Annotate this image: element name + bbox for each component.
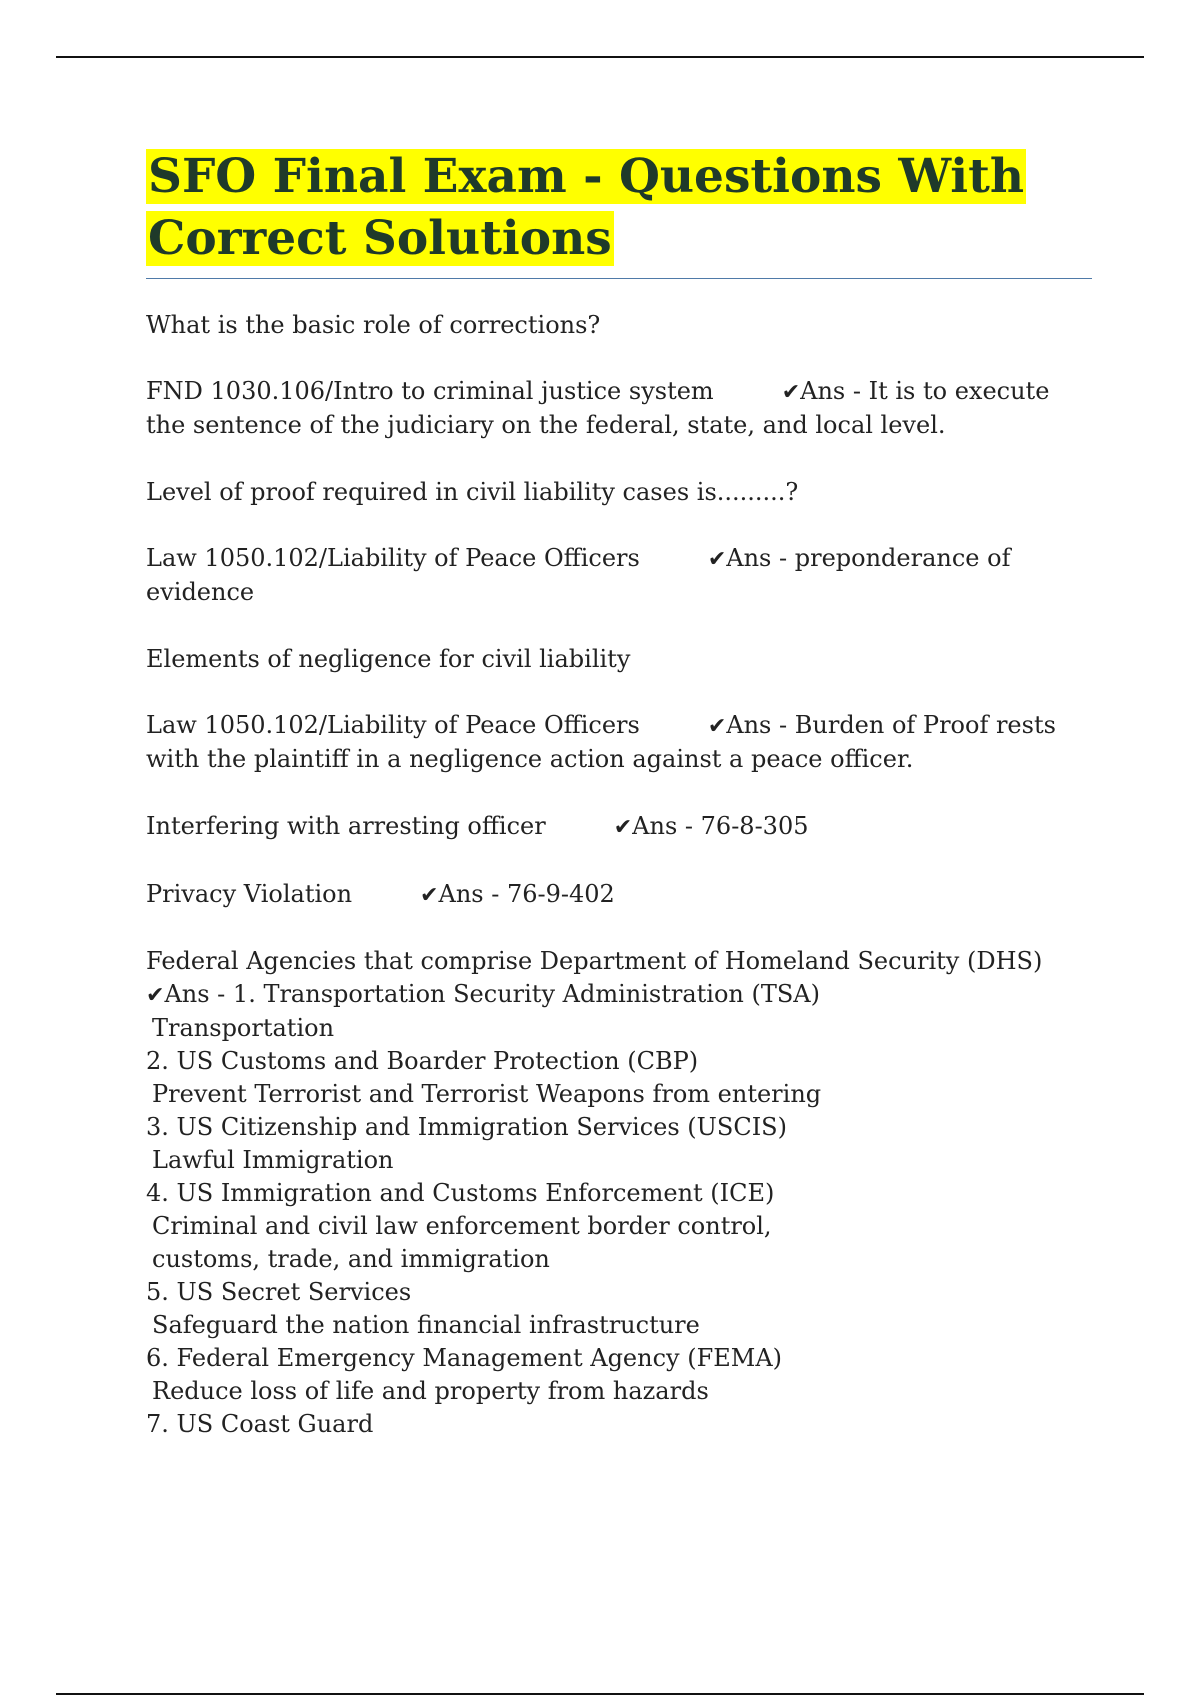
answer-prefix: Ans - [726, 711, 795, 739]
question-text: Federal Agencies that comprise Department of Homeland Security (DHS) [146, 947, 1043, 975]
list-item: 4. US Immigration and Customs Enforcement (ICE) [146, 1179, 775, 1207]
question-text: Level of proof required in civil liability cases is.........? [146, 478, 799, 506]
answer-value-continued: with the plaintiff in a negligence action against a peace officer. [146, 745, 914, 773]
qa-inline [146, 810, 1092, 844]
answer-value: 76-8-305 [700, 812, 809, 840]
list-item: 3. US Citizenship and Immigration Services (USCIS) [146, 1113, 787, 1141]
answer-reference: Law 1050.102/Liability of Peace Officers [146, 711, 640, 739]
answer-prefix: Ans - [438, 880, 507, 908]
title-line-1: SFO Final Exam - Questions With [148, 149, 1025, 204]
check-icon: ✔ [781, 380, 801, 405]
answer-prefix: Ans - [800, 377, 869, 405]
dhs-answer-block [146, 945, 1092, 1441]
answer-reference: FND 1030.106/Intro to criminal justice system [146, 377, 714, 405]
answer-prefix: Ans - [164, 980, 233, 1008]
title-line-2: Correct Solutions [148, 211, 612, 266]
list-item-description: Safeguard the nation financial infrastructure [152, 1311, 700, 1339]
answer-value-continued: evidence [146, 578, 255, 606]
answer-prefix: Ans - [726, 544, 795, 572]
question-text: Elements of negligence for civil liability [146, 645, 631, 673]
list-item-description: Transportation [152, 1014, 335, 1042]
answer-value: preponderance of [794, 544, 1011, 572]
list-item-description: customs, trade, and immigration [152, 1245, 550, 1273]
list-item-text: 1. Transportation Security Administration (TSA) [232, 980, 820, 1008]
check-icon: ✔ [420, 883, 439, 908]
list-item-description: Criminal and civil law enforcement border control, [152, 1212, 772, 1240]
answer-value: 76-9-402 [506, 880, 615, 908]
page-top-rule [56, 56, 1144, 58]
answer-reference: Law 1050.102/Liability of Peace Officers [146, 544, 640, 572]
qa-inline [146, 878, 1092, 912]
check-icon: ✔ [146, 983, 165, 1008]
list-item [146, 978, 1092, 1012]
page-bottom-rule [56, 1693, 1144, 1695]
list-item: 2. US Customs and Boarder Protection (CBP) [146, 1047, 699, 1075]
list-item: 5. US Secret Services [146, 1278, 412, 1306]
list-item-description: Prevent Terrorist and Terrorist Weapons from entering [152, 1080, 822, 1108]
check-icon: ✔ [707, 714, 727, 739]
list-item-description: Reduce loss of life and property from hazards [152, 1377, 709, 1405]
answer-value: Burden of Proof rests [794, 711, 1056, 739]
answer-text [146, 709, 1092, 776]
document-title [146, 146, 1092, 279]
list-item: 6. Federal Emergency Management Agency (FEMA) [146, 1344, 783, 1372]
answer-prefix: Ans - [632, 812, 701, 840]
answer-text [146, 542, 1092, 609]
check-icon: ✔ [613, 815, 633, 840]
question-text: What is the basic role of corrections? [146, 311, 601, 339]
answer-text [146, 375, 1092, 442]
list-item: 7. US Coast Guard [146, 1410, 374, 1438]
check-icon: ✔ [707, 547, 727, 572]
question-text: Privacy Violation [146, 880, 353, 908]
question-text: Interfering with arresting officer [146, 812, 546, 840]
document-body [146, 146, 1092, 1441]
list-item-description: Lawful Immigration [152, 1146, 394, 1174]
answer-value-continued: the sentence of the judiciary on the federal, state, and local level. [146, 411, 946, 439]
answer-value: It is to execute [868, 377, 1050, 405]
